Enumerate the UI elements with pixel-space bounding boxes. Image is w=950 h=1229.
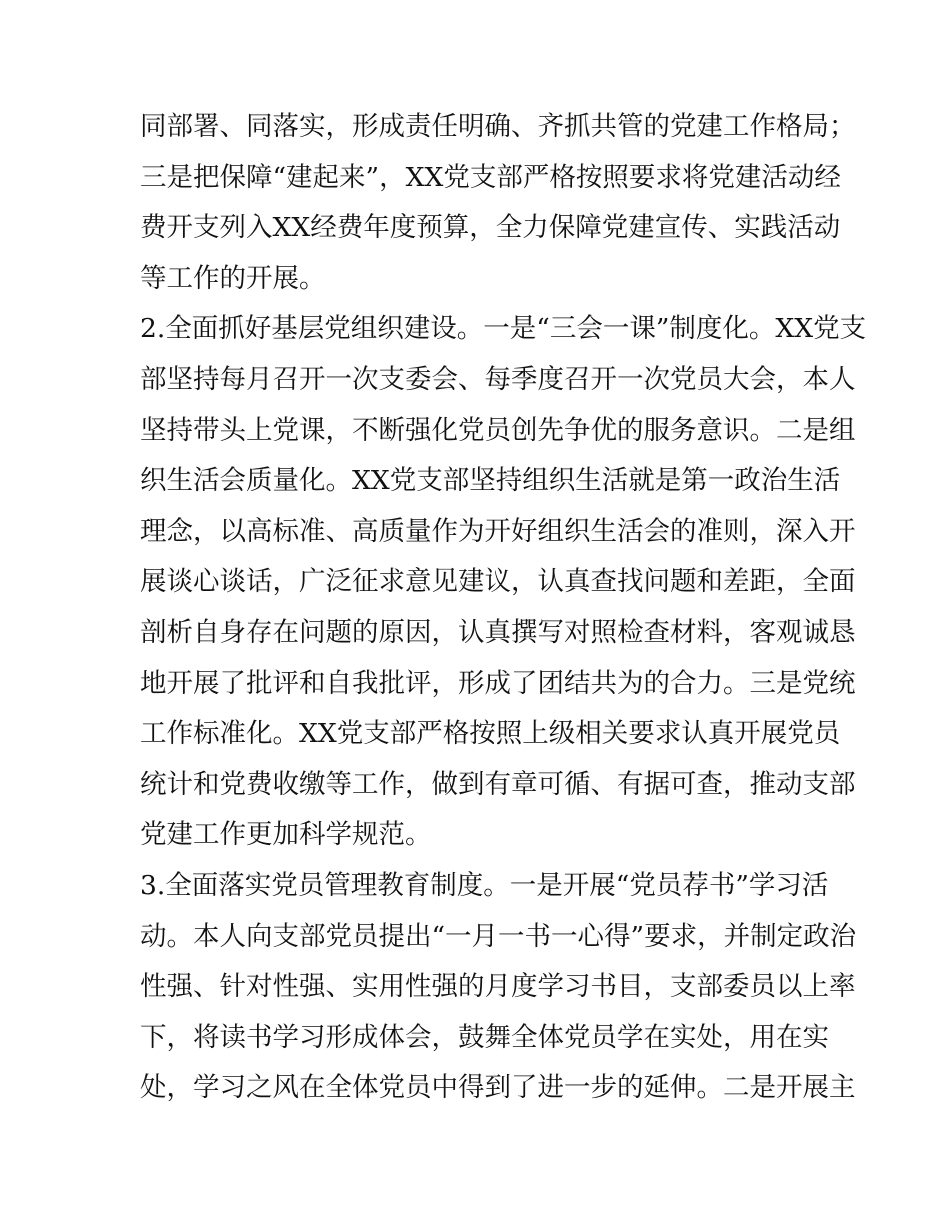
text-line: 理念，以高标准、高质量作为开好组织生活会的准则，深入开: [140, 515, 856, 547]
text-line: 展谈心谈话，广泛征求意见建议，认真查找问题和差距，全面: [140, 566, 856, 598]
text-line: 地开展了批评和自我批评，形成了团结共为的合力。三是党统: [140, 667, 856, 699]
text-line: 三是把保障“建起来”，XX党支部严格按照要求将党建活动经: [140, 161, 841, 193]
text-line: 2.全面抓好基层党组织建设。一是“三会一课”制度化。XX党支: [140, 313, 867, 345]
text-line: 剖析自身存在问题的原因，认真撰写对照检查材料，客观诚恳: [140, 616, 856, 648]
text-line: 下，将读书学习形成体会，鼓舞全体党员学在实处，用在实: [140, 1021, 829, 1053]
text-line: 等工作的开展。: [140, 262, 326, 294]
text-line: 统计和党费收缴等工作，做到有章可循、有据可查，推动支部: [140, 768, 856, 800]
text-line: 动。本人向支部党员提出“一月一书一心得”要求，并制定政治: [140, 920, 857, 952]
body-text: [140, 102, 867, 1114]
text-line: 坚持带头上党课，不断强化党员创先争优的服务意识。二是组: [140, 414, 856, 446]
text-line: 同部署、同落实，形成责任明确、齐抓共管的党建工作格局；: [140, 111, 856, 142]
text-line: 织生活会质量化。XX党支部坚持组织生活就是第一政治生活: [140, 465, 841, 497]
text-line: 3.全面落实党员管理教育制度。一是开展“党员荐书”学习活: [140, 869, 829, 901]
text-line: 党建工作更加科学规范。: [140, 819, 432, 851]
text-line: 部坚持每月召开一次支委会、每季度召开一次党员大会，本人: [140, 363, 856, 395]
text-line: 性强、针对性强、实用性强的月度学习书目，支部委员以上率: [140, 971, 856, 1003]
text-line: 工作标准化。XX党支部严格按照上级相关要求认真开展党员: [140, 718, 841, 750]
text-line: 费开支列入XX经费年度预算，全力保障党建宣传、实践活动: [140, 212, 841, 244]
text-line: 处，学习之风在全体党员中得到了进一步的延伸。二是开展主: [140, 1072, 856, 1104]
